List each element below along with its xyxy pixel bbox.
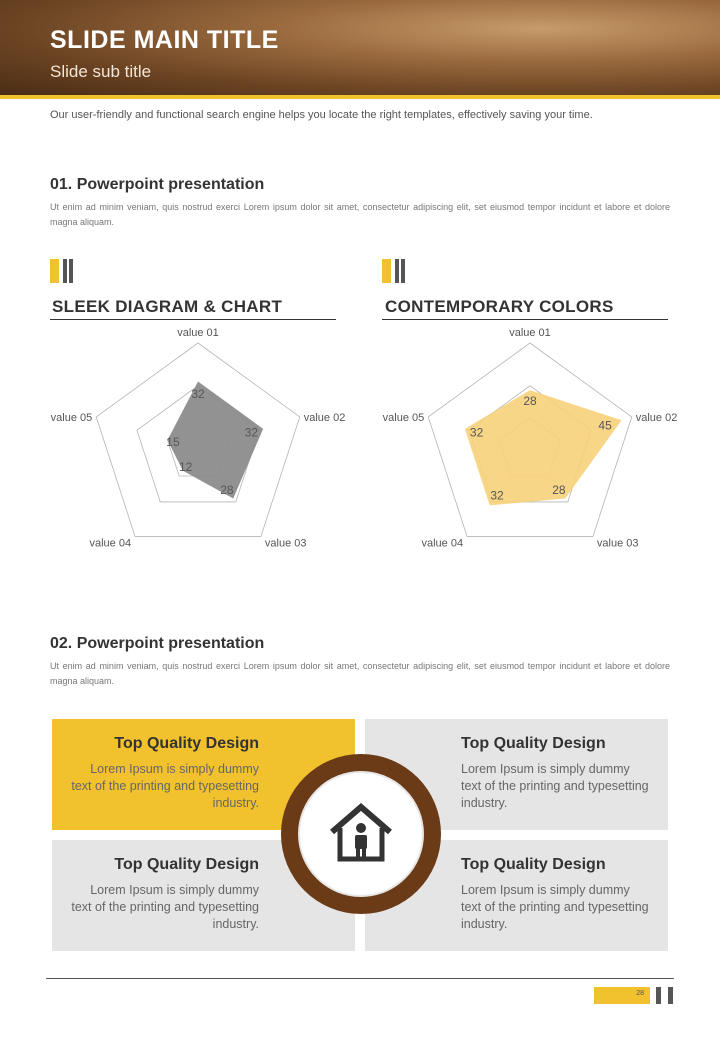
slide-sub-title: Slide sub title — [50, 62, 152, 81]
radar-value-label: 32 — [191, 386, 205, 401]
radar-value-label: 12 — [178, 460, 193, 475]
left-chart-rule — [50, 319, 336, 320]
section1-title: 01. Powerpoint presentation — [50, 176, 265, 193]
radar-axis-label: value 03 — [264, 537, 307, 550]
radar-axis-label: value 02 — [635, 411, 678, 424]
radar-value-label: 28 — [523, 393, 537, 408]
page-number: 28 — [636, 990, 644, 997]
quad-text: Lorem Ipsum is simply dummy text of the printing and typesetting industry. — [461, 883, 649, 931]
right-chart-marker — [382, 259, 406, 283]
radar-axis-label: value 01 — [177, 327, 219, 339]
radar-value-label: 32 — [490, 488, 504, 503]
footer-rule — [46, 978, 674, 979]
footer-bar — [668, 987, 673, 1004]
left-chart-marker — [50, 259, 74, 283]
section2-title: 02. Powerpoint presentation — [50, 635, 265, 652]
center-ring — [281, 754, 441, 914]
section1-text: Ut enim ad minim veniam, quis nostrud exerci Lorem ipsum dolor sit amet, consectetur adipiscing elit, set eiusmod tempor incidunt et labore et dolore magna aliquam. — [50, 202, 670, 227]
footer-bar — [656, 987, 661, 1004]
radar-axis-label: value 03 — [596, 537, 639, 550]
radar-value-label: 28 — [220, 482, 234, 497]
radar-chart-left — [45, 327, 346, 555]
radar-axis-label: value 05 — [382, 411, 425, 424]
quad-text: Lorem Ipsum is simply dummy text of the printing and typesetting industry. — [71, 883, 259, 931]
quad-text: Lorem Ipsum is simply dummy text of the printing and typesetting industry. — [71, 762, 259, 810]
right-chart-title: CONTEMPORARY COLORS — [385, 297, 614, 316]
quad-title: Top Quality Design — [461, 735, 606, 752]
radar-axis-label: value 01 — [509, 327, 551, 339]
radar-data-area — [167, 382, 263, 499]
radar-value-label: 15 — [166, 434, 180, 449]
quad-title: Top Quality Design — [461, 856, 606, 873]
radar-value-label: 32 — [244, 425, 259, 440]
quad-title: Top Quality Design — [114, 735, 259, 752]
radar-chart-right — [377, 327, 678, 555]
radar-value-label: 45 — [598, 418, 612, 433]
radar-value-label: 28 — [552, 482, 566, 497]
house-person-icon — [326, 799, 396, 869]
left-chart-title: SLEEK DIAGRAM & CHART — [52, 297, 283, 316]
radar-data-area — [465, 390, 622, 505]
radar-axis-label: value 02 — [303, 411, 346, 424]
section2-text: Ut enim ad minim veniam, quis nostrud exerci Lorem ipsum dolor sit amet, consectetur adipiscing elit, set eiusmod tempor incidunt et labore et dolore magna aliquam. — [50, 661, 670, 686]
header-accent-line — [0, 95, 720, 99]
right-chart-rule — [382, 319, 668, 320]
radar-axis-label: value 05 — [50, 411, 93, 424]
radar-axis-label: value 04 — [421, 537, 464, 550]
radar-value-label: 32 — [469, 425, 484, 440]
page-number-box — [594, 987, 650, 1004]
intro-text: Our user-friendly and functional search engine helps you locate the right templates, effectively saving your time. — [50, 109, 593, 121]
radar-axis-label: value 04 — [89, 537, 132, 550]
slide-main-title: SLIDE MAIN TITLE — [50, 26, 279, 54]
center-ring-inner — [298, 771, 424, 897]
quad-text: Lorem Ipsum is simply dummy text of the printing and typesetting industry. — [461, 762, 649, 810]
quad-title: Top Quality Design — [114, 856, 259, 873]
